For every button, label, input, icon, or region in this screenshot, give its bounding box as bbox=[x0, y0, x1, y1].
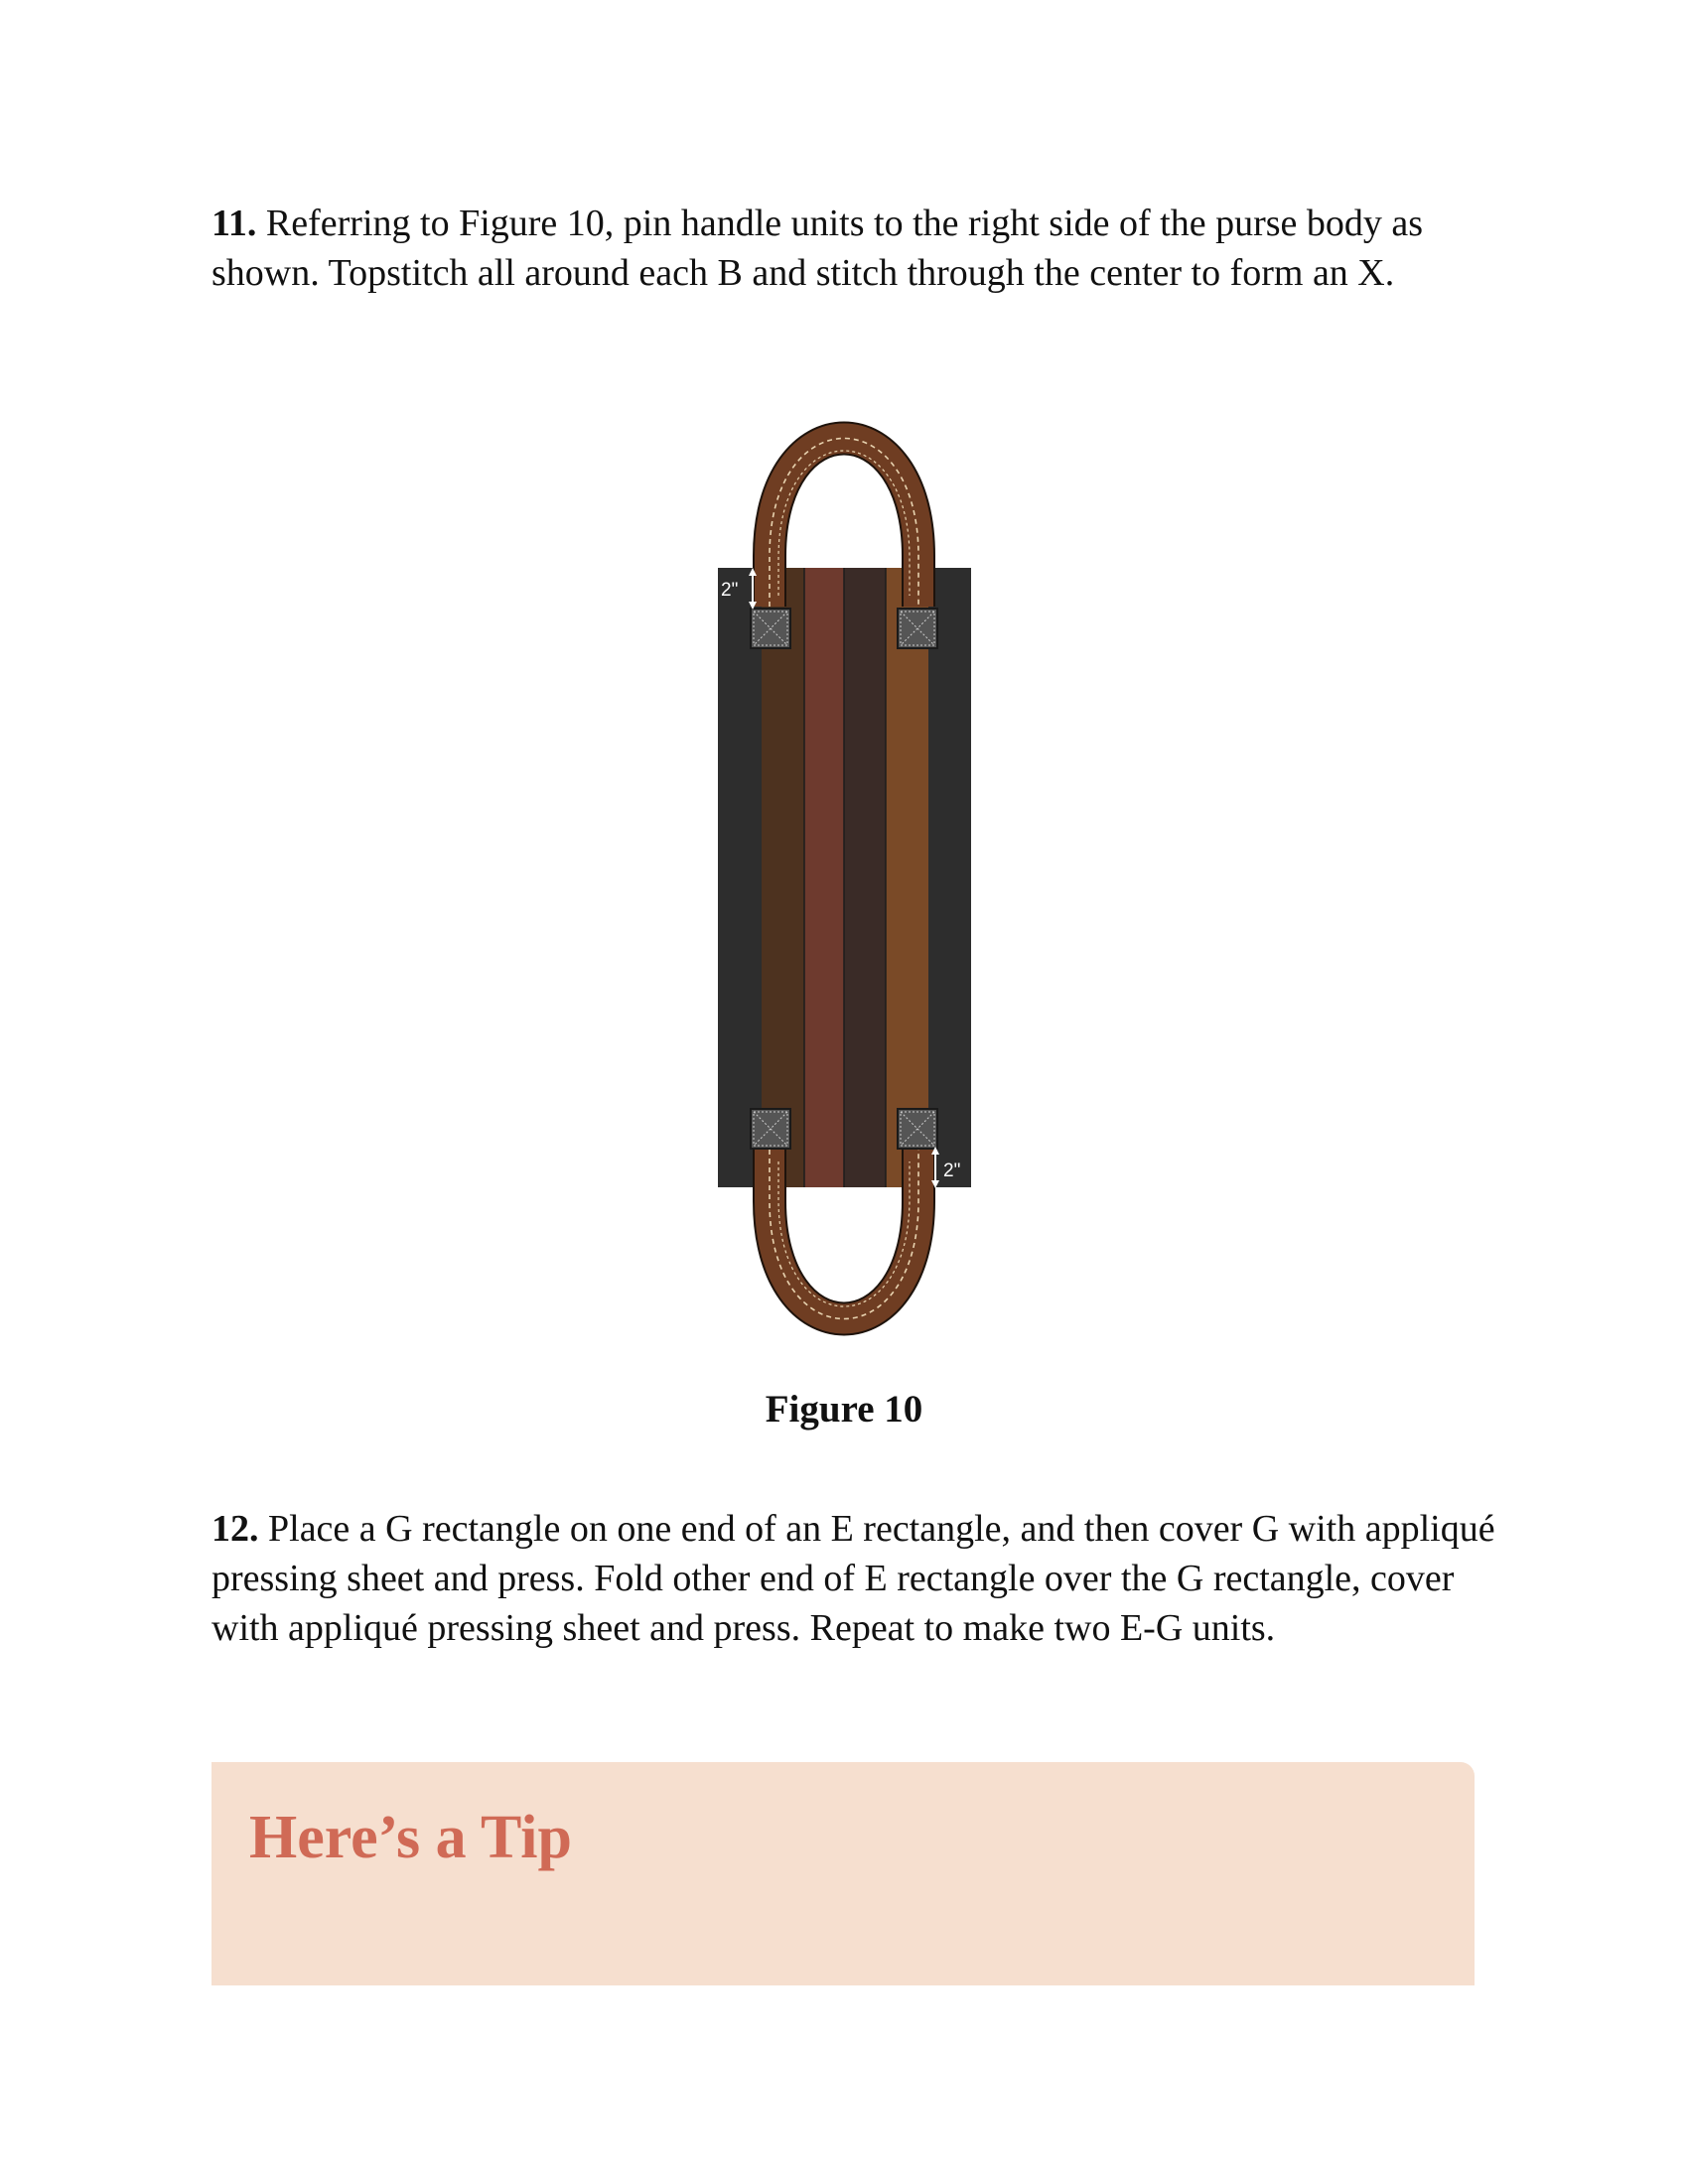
tab-bottom-left bbox=[751, 1109, 790, 1149]
step-11-text: Referring to Figure 10, pin handle units to the right side of the purse body as shown. Topstitch all around each B and stitch through the center to form an X. bbox=[211, 203, 1424, 294]
step-12-text: Place a G rectangle on one end of an E rectangle, and then cover G with appliqué pressing sheet and press. Fold other end of E rectangle over the G rectangle, cover with appliqué pressing sheet and press. Repeat to make two E-G units. bbox=[211, 1508, 1495, 1649]
strip-right bbox=[886, 568, 928, 1187]
tip-title: Here’s a Tip bbox=[249, 1804, 572, 1871]
strip-left bbox=[762, 568, 804, 1187]
tab-bottom-right bbox=[898, 1109, 937, 1149]
tip-box bbox=[211, 1762, 1475, 1985]
dimension-top-label: 2" bbox=[721, 580, 739, 601]
strip-center-right bbox=[844, 568, 886, 1187]
step-12-paragraph bbox=[211, 1504, 1502, 1653]
figure-10 bbox=[695, 407, 993, 1350]
strip-center-left bbox=[804, 568, 844, 1187]
dimension-bottom-label: 2" bbox=[943, 1160, 961, 1181]
step-11-paragraph bbox=[211, 199, 1502, 298]
tab-top-right bbox=[898, 609, 937, 648]
figure-caption: Figure 10 bbox=[765, 1388, 923, 1431]
step-11-number: 11. bbox=[211, 203, 257, 244]
step-12-number: 12. bbox=[211, 1508, 259, 1550]
tab-top-left bbox=[751, 609, 790, 648]
purse-diagram bbox=[695, 407, 993, 1350]
